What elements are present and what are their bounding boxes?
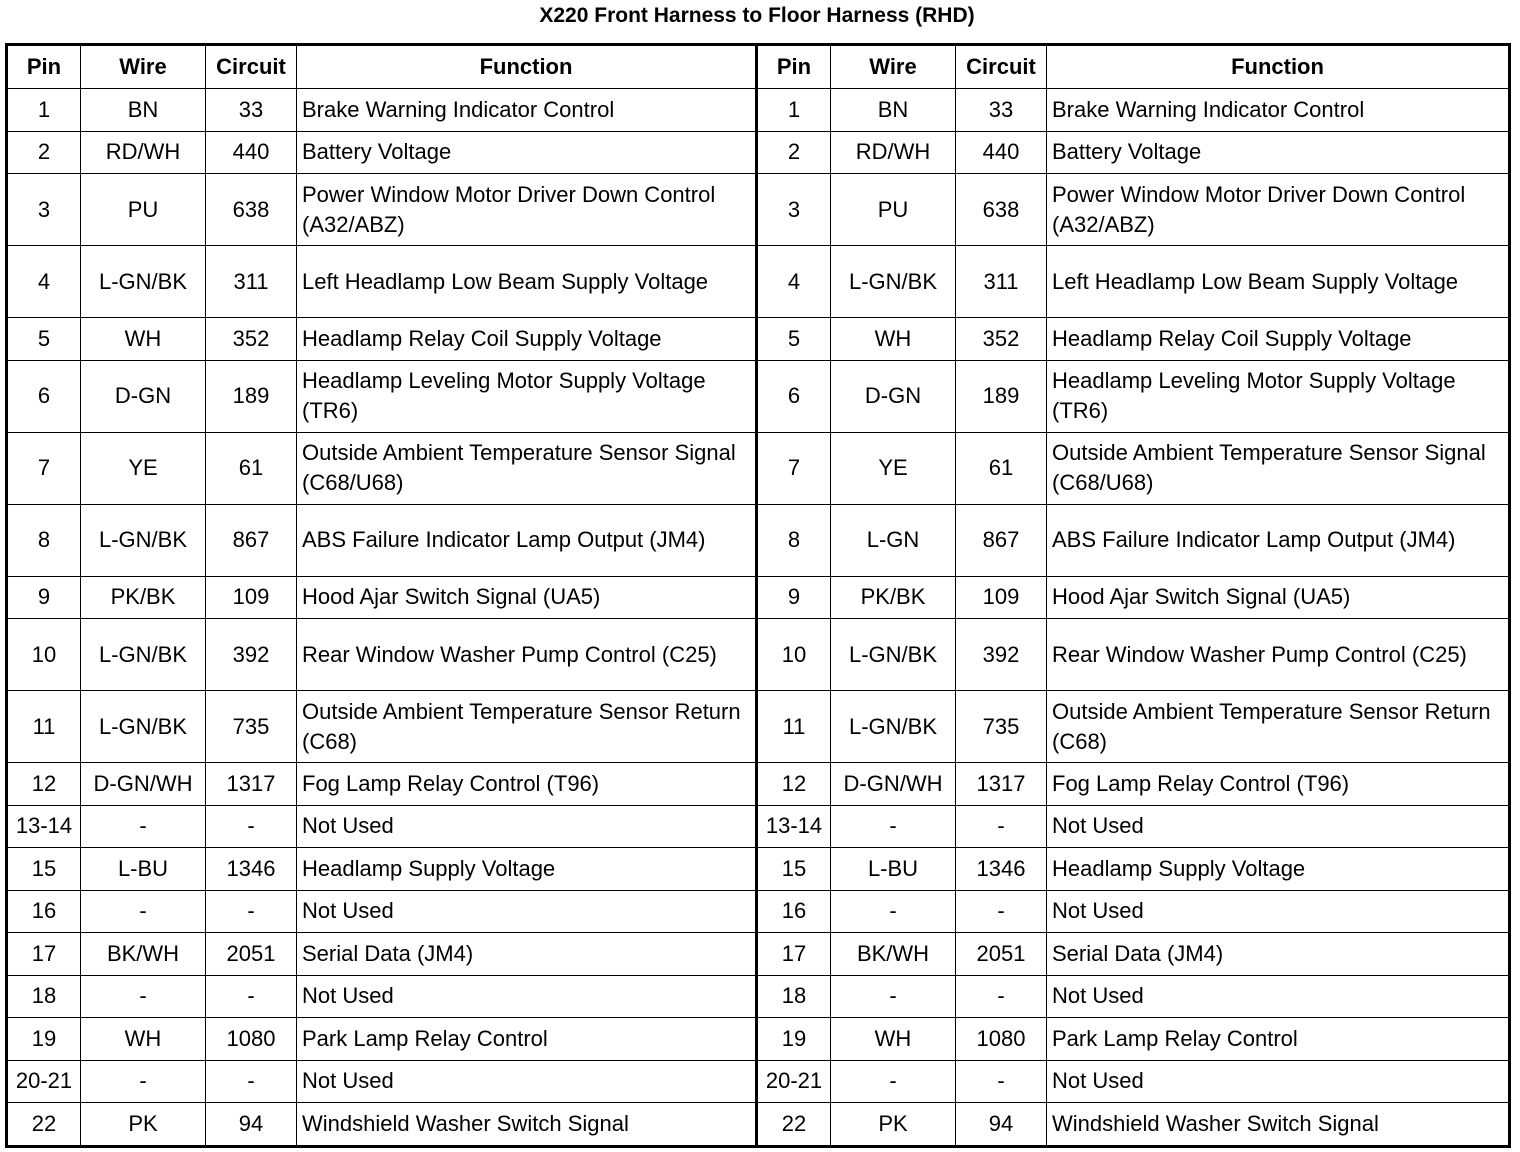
left-wire-cell: WH (81, 318, 206, 361)
left-function-cell: Headlamp Supply Voltage (297, 848, 757, 891)
left-pin-cell: 3 (7, 174, 81, 246)
left-function-cell: Fog Lamp Relay Control (T96) (297, 763, 757, 806)
left-wire-cell: D-GN (81, 360, 206, 432)
right-function-cell: Not Used (1047, 975, 1510, 1018)
right-wire-cell: L-GN/BK (831, 246, 956, 318)
left-function-cell: Brake Warning Indicator Control (297, 89, 757, 132)
right-circuit-cell: 1317 (956, 763, 1047, 806)
right-wire-cell: YE (831, 432, 956, 504)
right-function-cell: Serial Data (JM4) (1047, 933, 1510, 976)
table-row (7, 432, 1510, 504)
left-wire-cell: BN (81, 89, 206, 132)
right-function-cell: Power Window Motor Driver Down Control (A32/ABZ) (1047, 174, 1510, 246)
left-wire-cell: PU (81, 174, 206, 246)
table-row (7, 318, 1510, 361)
left-pin-cell: 9 (7, 576, 81, 619)
table-row (7, 131, 1510, 174)
right-pin-cell: 6 (757, 360, 831, 432)
left-pin-cell: 11 (7, 691, 81, 763)
left-circuit-cell: 867 (206, 504, 297, 576)
right-circuit-cell: 735 (956, 691, 1047, 763)
left-wire-cell: RD/WH (81, 131, 206, 174)
right-wire-cell: BN (831, 89, 956, 132)
right-wire-cell: RD/WH (831, 131, 956, 174)
pin-rows (7, 89, 1510, 1147)
table-row (7, 619, 1510, 691)
right-pin-cell: 20-21 (757, 1060, 831, 1103)
left-pin-cell: 22 (7, 1103, 81, 1147)
left-function-cell: Left Headlamp Low Beam Supply Voltage (297, 246, 757, 318)
table-row (7, 1018, 1510, 1061)
right-wire-cell: PU (831, 174, 956, 246)
left-pin-cell: 4 (7, 246, 81, 318)
right-function-cell: Rear Window Washer Pump Control (C25) (1047, 619, 1510, 691)
right-circuit-cell: 311 (956, 246, 1047, 318)
left-circuit-cell: 94 (206, 1103, 297, 1147)
table-row (7, 360, 1510, 432)
left-function-cell: Headlamp Leveling Motor Supply Voltage (TR6) (297, 360, 757, 432)
left-wire-cell: PK (81, 1103, 206, 1147)
left-circuit-cell: 33 (206, 89, 297, 132)
right-wire-cell: L-GN (831, 504, 956, 576)
left-wire-cell: L-GN/BK (81, 504, 206, 576)
header-circuit-left: Circuit (206, 45, 297, 89)
right-function-cell: Fog Lamp Relay Control (T96) (1047, 763, 1510, 806)
header-function-right: Function (1047, 45, 1510, 89)
left-pin-cell: 5 (7, 318, 81, 361)
left-pin-cell: 15 (7, 848, 81, 891)
left-circuit-cell: 61 (206, 432, 297, 504)
left-circuit-cell: - (206, 975, 297, 1018)
right-function-cell: Outside Ambient Temperature Sensor Signal (C68/U68) (1047, 432, 1510, 504)
right-pin-cell: 10 (757, 619, 831, 691)
right-circuit-cell: 33 (956, 89, 1047, 132)
left-function-cell: Park Lamp Relay Control (297, 1018, 757, 1061)
right-circuit-cell: 1346 (956, 848, 1047, 891)
left-pin-cell: 8 (7, 504, 81, 576)
right-circuit-cell: 352 (956, 318, 1047, 361)
table-row (7, 805, 1510, 848)
right-circuit-cell: 2051 (956, 933, 1047, 976)
left-circuit-cell: 352 (206, 318, 297, 361)
right-function-cell: Brake Warning Indicator Control (1047, 89, 1510, 132)
right-circuit-cell: - (956, 975, 1047, 1018)
right-function-cell: Headlamp Supply Voltage (1047, 848, 1510, 891)
left-wire-cell: L-GN/BK (81, 691, 206, 763)
right-pin-cell: 9 (757, 576, 831, 619)
left-pin-cell: 10 (7, 619, 81, 691)
table-row (7, 246, 1510, 318)
left-function-cell: Windshield Washer Switch Signal (297, 1103, 757, 1147)
left-pin-cell: 19 (7, 1018, 81, 1061)
right-circuit-cell: 94 (956, 1103, 1047, 1147)
left-circuit-cell: 638 (206, 174, 297, 246)
table-row (7, 1103, 1510, 1147)
left-circuit-cell: - (206, 890, 297, 933)
right-wire-cell: - (831, 890, 956, 933)
right-wire-cell: D-GN/WH (831, 763, 956, 806)
left-wire-cell: - (81, 890, 206, 933)
header-wire-left: Wire (81, 45, 206, 89)
left-function-cell: Outside Ambient Temperature Sensor Return (C68) (297, 691, 757, 763)
left-wire-cell: PK/BK (81, 576, 206, 619)
right-function-cell: Not Used (1047, 805, 1510, 848)
left-function-cell: Hood Ajar Switch Signal (UA5) (297, 576, 757, 619)
left-wire-cell: - (81, 1060, 206, 1103)
right-pin-cell: 11 (757, 691, 831, 763)
left-function-cell: Headlamp Relay Coil Supply Voltage (297, 318, 757, 361)
right-function-cell: Headlamp Relay Coil Supply Voltage (1047, 318, 1510, 361)
right-function-cell: Park Lamp Relay Control (1047, 1018, 1510, 1061)
left-wire-cell: - (81, 805, 206, 848)
right-wire-cell: WH (831, 1018, 956, 1061)
right-circuit-cell: - (956, 1060, 1047, 1103)
right-pin-cell: 5 (757, 318, 831, 361)
right-wire-cell: - (831, 1060, 956, 1103)
right-circuit-cell: - (956, 805, 1047, 848)
left-wire-cell: WH (81, 1018, 206, 1061)
left-wire-cell: BK/WH (81, 933, 206, 976)
right-function-cell: Outside Ambient Temperature Sensor Return (C68) (1047, 691, 1510, 763)
left-function-cell: Outside Ambient Temperature Sensor Signal (C68/U68) (297, 432, 757, 504)
right-function-cell: Headlamp Leveling Motor Supply Voltage (TR6) (1047, 360, 1510, 432)
right-wire-cell: WH (831, 318, 956, 361)
left-circuit-cell: 1346 (206, 848, 297, 891)
left-function-cell: Rear Window Washer Pump Control (C25) (297, 619, 757, 691)
right-pin-cell: 13-14 (757, 805, 831, 848)
right-wire-cell: - (831, 975, 956, 1018)
table-row (7, 975, 1510, 1018)
right-pin-cell: 7 (757, 432, 831, 504)
left-circuit-cell: 311 (206, 246, 297, 318)
header-function-left: Function (297, 45, 757, 89)
header-pin-right: Pin (757, 45, 831, 89)
left-wire-cell: D-GN/WH (81, 763, 206, 806)
right-pin-cell: 1 (757, 89, 831, 132)
left-circuit-cell: 1080 (206, 1018, 297, 1061)
left-pin-cell: 1 (7, 89, 81, 132)
left-function-cell: Serial Data (JM4) (297, 933, 757, 976)
left-function-cell: Not Used (297, 1060, 757, 1103)
right-function-cell: Not Used (1047, 890, 1510, 933)
table-row (7, 174, 1510, 246)
header-circuit-right: Circuit (956, 45, 1047, 89)
left-wire-cell: L-GN/BK (81, 619, 206, 691)
left-function-cell: Battery Voltage (297, 131, 757, 174)
table-row (7, 691, 1510, 763)
left-wire-cell: L-GN/BK (81, 246, 206, 318)
pinout-table (5, 43, 1511, 1148)
right-wire-cell: L-GN/BK (831, 691, 956, 763)
left-wire-cell: - (81, 975, 206, 1018)
right-pin-cell: 4 (757, 246, 831, 318)
left-circuit-cell: - (206, 805, 297, 848)
right-circuit-cell: 392 (956, 619, 1047, 691)
right-wire-cell: L-BU (831, 848, 956, 891)
left-pin-cell: 17 (7, 933, 81, 976)
right-wire-cell: D-GN (831, 360, 956, 432)
right-pin-cell: 2 (757, 131, 831, 174)
left-pin-cell: 12 (7, 763, 81, 806)
right-pin-cell: 16 (757, 890, 831, 933)
right-wire-cell: L-GN/BK (831, 619, 956, 691)
header-row (7, 45, 1510, 89)
left-wire-cell: L-BU (81, 848, 206, 891)
right-function-cell: Windshield Washer Switch Signal (1047, 1103, 1510, 1147)
left-circuit-cell: 392 (206, 619, 297, 691)
right-pin-cell: 19 (757, 1018, 831, 1061)
left-circuit-cell: 189 (206, 360, 297, 432)
left-circuit-cell: 1317 (206, 763, 297, 806)
table-row (7, 933, 1510, 976)
left-circuit-cell: 440 (206, 131, 297, 174)
left-pin-cell: 18 (7, 975, 81, 1018)
right-wire-cell: BK/WH (831, 933, 956, 976)
right-function-cell: Left Headlamp Low Beam Supply Voltage (1047, 246, 1510, 318)
left-pin-cell: 6 (7, 360, 81, 432)
left-circuit-cell: 109 (206, 576, 297, 619)
table-row (7, 89, 1510, 132)
right-pin-cell: 12 (757, 763, 831, 806)
page-title: X220 Front Harness to Floor Harness (RHD) (539, 4, 975, 27)
right-circuit-cell: 440 (956, 131, 1047, 174)
right-circuit-cell: 189 (956, 360, 1047, 432)
right-circuit-cell: 109 (956, 576, 1047, 619)
left-function-cell: Not Used (297, 890, 757, 933)
left-pin-cell: 16 (7, 890, 81, 933)
right-pin-cell: 17 (757, 933, 831, 976)
table-row (7, 504, 1510, 576)
table-row (7, 763, 1510, 806)
right-circuit-cell: 1080 (956, 1018, 1047, 1061)
right-wire-cell: PK/BK (831, 576, 956, 619)
table-row (7, 848, 1510, 891)
left-wire-cell: YE (81, 432, 206, 504)
right-pin-cell: 22 (757, 1103, 831, 1147)
header-pin-left: Pin (7, 45, 81, 89)
right-pin-cell: 15 (757, 848, 831, 891)
right-circuit-cell: 867 (956, 504, 1047, 576)
left-function-cell: ABS Failure Indicator Lamp Output (JM4) (297, 504, 757, 576)
right-pin-cell: 3 (757, 174, 831, 246)
right-pin-cell: 18 (757, 975, 831, 1018)
table-row (7, 576, 1510, 619)
right-wire-cell: PK (831, 1103, 956, 1147)
table-row (7, 1060, 1510, 1103)
right-function-cell: Not Used (1047, 1060, 1510, 1103)
right-function-cell: Battery Voltage (1047, 131, 1510, 174)
left-function-cell: Not Used (297, 975, 757, 1018)
table-row (7, 890, 1510, 933)
right-function-cell: ABS Failure Indicator Lamp Output (JM4) (1047, 504, 1510, 576)
left-function-cell: Power Window Motor Driver Down Control (A32/ABZ) (297, 174, 757, 246)
right-circuit-cell: 638 (956, 174, 1047, 246)
right-circuit-cell: - (956, 890, 1047, 933)
right-pin-cell: 8 (757, 504, 831, 576)
right-circuit-cell: 61 (956, 432, 1047, 504)
right-wire-cell: - (831, 805, 956, 848)
left-pin-cell: 13-14 (7, 805, 81, 848)
left-pin-cell: 2 (7, 131, 81, 174)
left-circuit-cell: - (206, 1060, 297, 1103)
left-pin-cell: 7 (7, 432, 81, 504)
left-function-cell: Not Used (297, 805, 757, 848)
left-pin-cell: 20-21 (7, 1060, 81, 1103)
right-function-cell: Hood Ajar Switch Signal (UA5) (1047, 576, 1510, 619)
left-circuit-cell: 735 (206, 691, 297, 763)
left-circuit-cell: 2051 (206, 933, 297, 976)
header-wire-right: Wire (831, 45, 956, 89)
